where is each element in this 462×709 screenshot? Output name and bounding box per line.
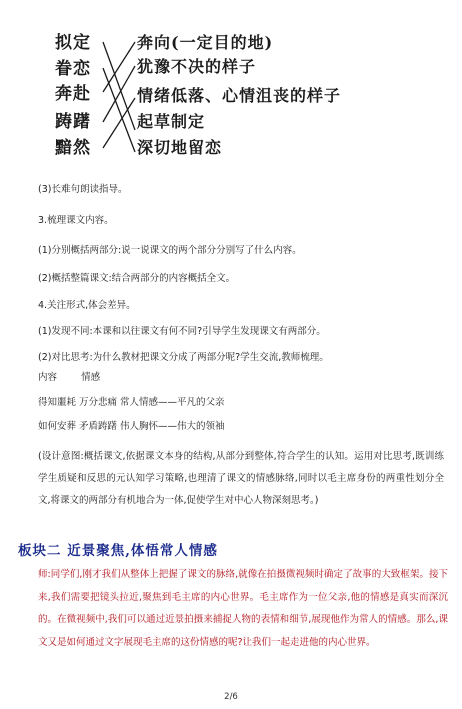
left-word-3: 奔赴 (55, 84, 91, 104)
table-row-2: 如何安葬 矛盾踌躇 伟人胸怀——伟大的领袖 (38, 421, 225, 432)
left-word-5: 黯然 (55, 138, 91, 158)
design-intent-paragraph: (设计意图:概括课文,依据课文本身的结构,从部分到整体,符合学生的认知。运用对比思考,既训练学生质疑和反思的元认知学习策略,也理清了课文的情感脉络,同时以毛主席身份的两重性划分全文,将课文的两部分有机地合为一体,促使学生对中心人物深刻思考。) (38, 451, 444, 506)
page-number: 2/6 (224, 692, 238, 702)
right-meaning-5: 深切地留恋 (137, 138, 223, 157)
match-line-4 (103, 66, 135, 122)
section-heading: 板块二 近景聚焦,体悟常人情感 (18, 543, 218, 559)
left-word-1: 拟定 (55, 33, 91, 53)
step-long-sentence: (3)长难句朗读指导。 (38, 184, 128, 195)
right-meaning-2: 犹豫不决的样子 (137, 57, 257, 76)
step-3-item-2: (2)概括整篇课文:结合两部分的内容概括全文。 (38, 273, 236, 284)
teacher-dialogue: 师:同学们,刚才我们从整体上把握了课文的脉络,就像在拍摄微视频时确定了故事的大致框架。接下来,我们需要把镜头拉近,聚焦到毛主席的内心世界。毛主席作为一位父亲,他的情感是真实而深沉的。在微视频中,我们可以通过近景拍摄来捕捉人物的表情和细节,展现他作为常人的情感。那么,课文又是如何通过文字展现毛主席的这份情感的呢?让我们一起走进他的内心世界。 (38, 569, 448, 648)
word-matching-exercise (55, 30, 395, 165)
step-3-title: 3.梳理课文内容。 (38, 215, 114, 226)
left-word-4: 踌躇 (55, 112, 91, 132)
right-meaning-3: 情绪低落、心情沮丧的样子 (137, 86, 342, 105)
right-meaning-1: 奔向(一定目的地) (137, 33, 274, 52)
step-4-item-2: (2)对比思考:为什么教材把课文分成了两部分呢?学生交流,教师梳理。 (38, 352, 329, 363)
step-4-title: 4.关注形式,体会差异。 (38, 300, 136, 311)
match-line-1 (103, 42, 135, 130)
table-header: 内容 情感 (38, 372, 101, 383)
step-3-item-1: (1)分别概括两部分:说一说课文的两个部分分别写了什么内容。 (38, 245, 302, 256)
table-row-1: 得知噩耗 万分悲痛 常人情感——平凡的父亲 (38, 397, 225, 408)
step-4-item-1: (1)发现不同:本课和以往课文有何不同?引导学生发现课文有两部分。 (38, 326, 326, 337)
right-meaning-4: 起草制定 (137, 112, 206, 131)
left-word-2: 眷恋 (55, 59, 91, 79)
